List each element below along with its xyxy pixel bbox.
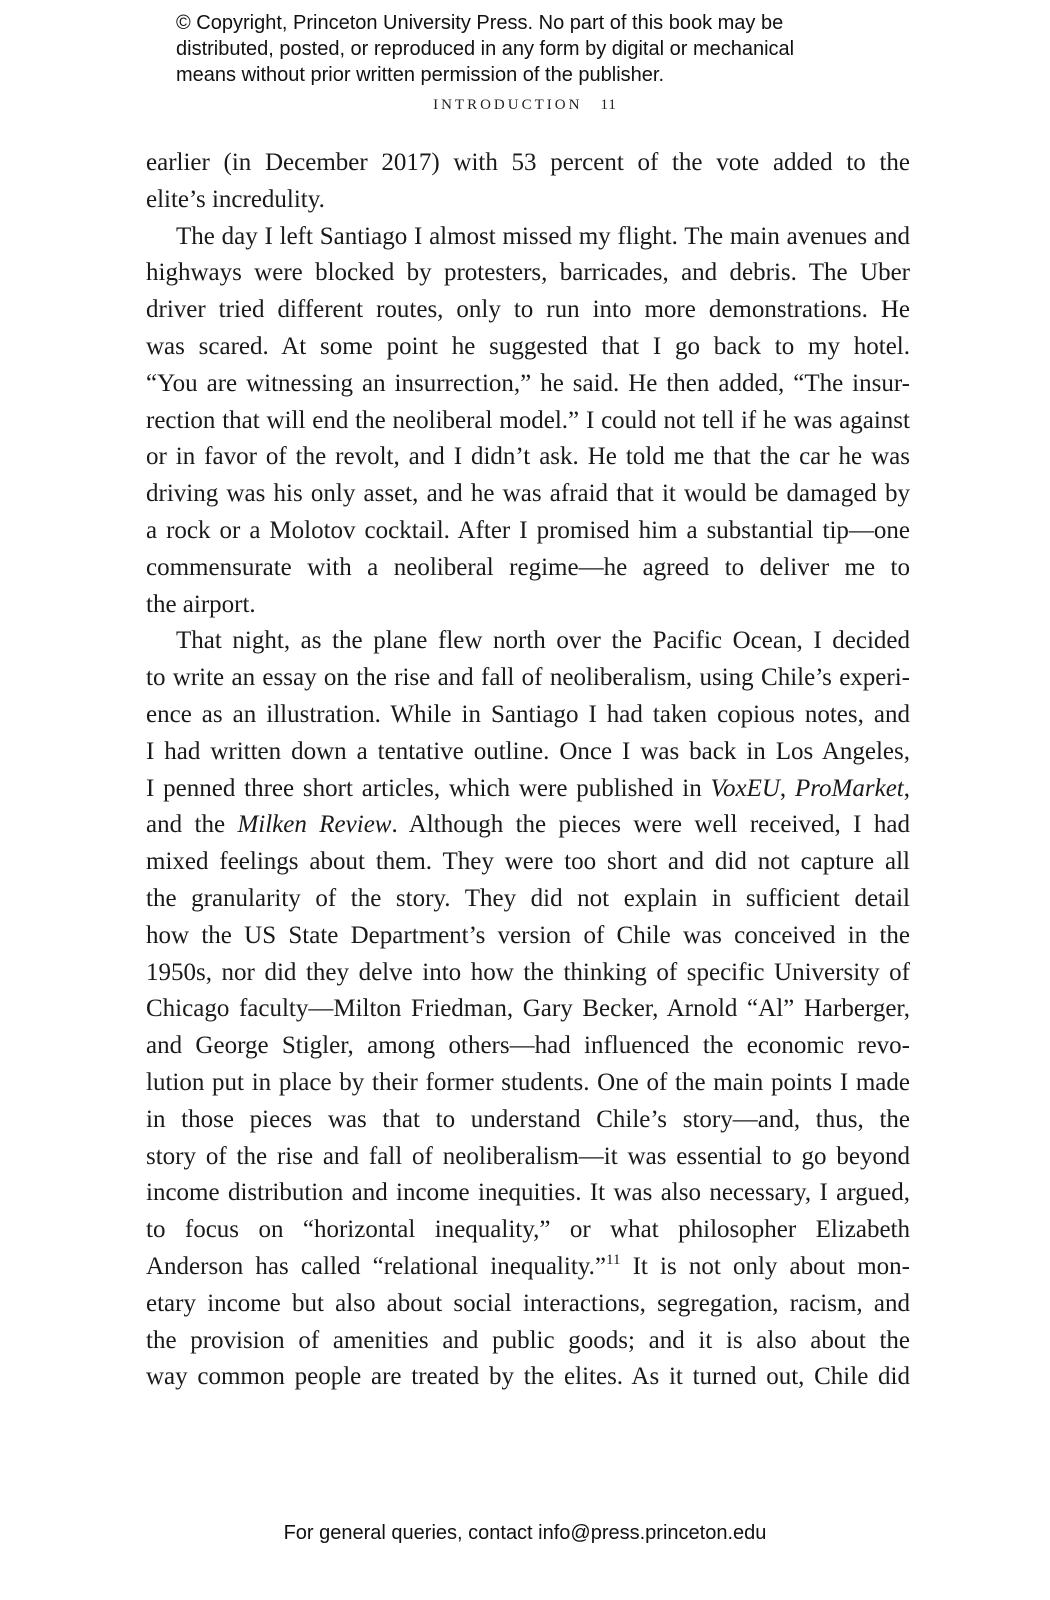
text-run: . Although the pieces were well received, I had [391, 811, 911, 839]
text-line [146, 587, 910, 624]
text-run: The day I left Santiago I almost missed my flight. The main avenues and [176, 222, 910, 250]
text-run: That night, as the plane flew north over the Pacific Ocean, I decided [176, 627, 910, 655]
footnote-ref: 11 [606, 1251, 621, 1268]
italic-title: ProMarket [794, 774, 904, 802]
text-line [146, 844, 910, 881]
text-run: the granularity of the story. They did not explain in sufficient detail [146, 884, 910, 912]
text-line [146, 955, 910, 992]
italic-title: VoxEU [710, 774, 780, 802]
text-run: I penned three short articles, which were published in [146, 774, 711, 802]
text-line [146, 623, 910, 660]
text-line [146, 734, 910, 771]
text-line [146, 1359, 910, 1396]
text-run: or in favor of the revolt, and I didn’t ask. He told me that the car he was [146, 443, 910, 471]
text-run: ence as an illustration. While in Santiago I had taken copious notes, and [146, 700, 910, 728]
text-run: 1950s, nor did they delve into how the thinking of specific University of [146, 958, 910, 986]
italic-title: Milken Review [237, 811, 392, 839]
text-run: , [903, 774, 910, 802]
text-line [146, 476, 910, 513]
text-run: and the [146, 811, 238, 839]
copyright-line: means without prior written permission of the publisher. [176, 64, 665, 86]
text-run: a rock or a Molotov cocktail. After I promised him a substantial tip—one [146, 516, 910, 544]
text-line [146, 550, 910, 587]
page-number: 11 [600, 97, 617, 113]
text-run: way common people are treated by the elites. As it turned out, Chile did [146, 1363, 910, 1391]
text-run: Anderson has called “relational inequality.” [146, 1252, 606, 1280]
text-line [146, 513, 910, 550]
copyright-line: distributed, posted, or reproduced in any form by digital or mechanical [176, 38, 795, 60]
copyright-notice [176, 10, 794, 88]
text-run: elite’s incredulity. [146, 185, 325, 213]
text-run: I had written down a tentative outline. Once I was back in Los Angeles, [146, 737, 910, 765]
text-line [146, 918, 910, 955]
text-line [146, 255, 910, 292]
text-run: commensurate with a neoliberal regime—he agreed to deliver me to [146, 553, 910, 581]
text-line [146, 1139, 910, 1176]
body-text [146, 145, 910, 1396]
text-line [146, 403, 910, 440]
text-line [146, 697, 910, 734]
text-run: and George Stigler, among others—had influenced the economic revo- [146, 1032, 910, 1060]
text-line [146, 292, 910, 329]
text-line [146, 145, 910, 182]
text-run: driving was his only asset, and he was afraid that it would be damaged by [146, 480, 910, 508]
text-line [146, 219, 910, 256]
text-run: how the US State Department’s version of Chile was conceived in the [146, 921, 910, 949]
text-line [146, 807, 910, 844]
text-run: to focus on “horizontal inequality,” or what philosopher Elizabeth [146, 1216, 910, 1244]
text-run: Chicago faculty—Milton Friedman, Gary Becker, Arnold “Al” Harberger, [146, 995, 910, 1023]
text-line [146, 439, 910, 476]
text-line [146, 182, 910, 219]
text-run: mixed feelings about them. They were too short and did not capture all [146, 848, 910, 876]
text-line [146, 881, 910, 918]
text-run: rection that will end the neoliberal model.” I could not tell if he was against [146, 406, 910, 434]
text-run: lution put in place by their former students. One of the main points I made [146, 1068, 910, 1096]
text-line [146, 1323, 910, 1360]
text-line [146, 991, 910, 1028]
text-line [146, 1212, 910, 1249]
text-line [146, 660, 910, 697]
text-run: “You are witnessing an insurrection,” he said. He then added, “The insur- [146, 369, 910, 397]
text-line [146, 1102, 910, 1139]
text-run: in those pieces was that to understand Chile’s story—and, thus, the [146, 1105, 910, 1133]
text-line [146, 1286, 910, 1323]
text-line [146, 1028, 910, 1065]
text-run: the provision of amenities and public goods; and it is also about the [146, 1326, 910, 1354]
text-run: highways were blocked by protesters, barricades, and debris. The Uber [146, 259, 910, 287]
text-line [146, 771, 910, 808]
running-head [0, 97, 1050, 114]
copyright-line: © Copyright, Princeton University Press. No part of this book may be [176, 12, 784, 34]
text-run: earlier (in December 2017) with 53 percent of the vote added to the [146, 149, 910, 176]
text-line [146, 366, 910, 403]
text-run: story of the rise and fall of neoliberalism—it was essential to go beyond [146, 1142, 910, 1170]
footer-contact: For general queries, contact info@press.princeton.edu [283, 1522, 767, 1544]
text-run: , [779, 774, 795, 802]
text-run: etary income but also about social interactions, segregation, racism, and [146, 1289, 910, 1317]
text-line [146, 1249, 910, 1286]
text-line [146, 1065, 910, 1102]
text-line [146, 329, 910, 366]
text-run: It is not only about mon- [620, 1252, 910, 1280]
text-run: the airport. [146, 590, 256, 618]
text-run: income distribution and income inequities. It was also necessary, I argued, [146, 1179, 910, 1207]
chapter-title: INTRODUCTION [433, 97, 583, 113]
text-run: driver tried different routes, only to run into more demonstrations. He [146, 296, 910, 324]
text-run: was scared. At some point he suggested that I go back to my hotel. [146, 332, 910, 360]
text-run: to write an essay on the rise and fall of neoliberalism, using Chile’s experi- [146, 664, 910, 692]
text-line [146, 1175, 910, 1212]
